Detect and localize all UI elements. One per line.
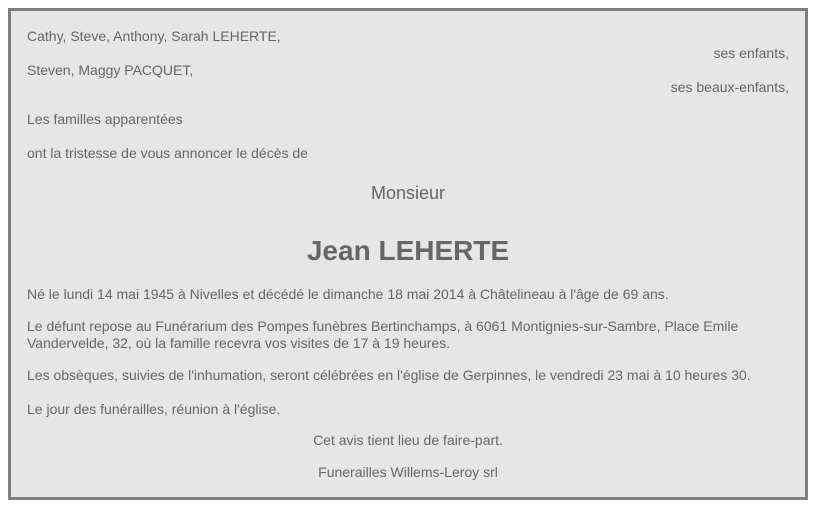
birth-death-details: Né le lundi 14 mai 1945 à Nivelles et décédé le dimanche 18 mai 2014 à Châtelineau à l'âge de 69 ans. — [27, 286, 669, 302]
faire-part-note: Cet avis tient lieu de faire-part. — [313, 432, 503, 448]
announcement-text: ont la tristesse de vous annoncer le décès de — [27, 145, 308, 161]
children-names: Cathy, Steve, Anthony, Sarah LEHERTE, — [27, 28, 281, 44]
death-notice-card — [8, 8, 808, 500]
meeting-details: Le jour des funérailles, réunion à l'église. — [27, 401, 281, 417]
inlaws-names: Steven, Maggy PACQUET, — [27, 62, 194, 78]
repose-details: Le défunt repose au Funérarium des Pompes funèbres Bertinchamps, à 6061 Montignies-sur-Sambre, Place Emile Vandervelde, 32, où la famille recevra vos visites de 17 à 19 heures. — [27, 318, 739, 351]
inlaws-role: ses beaux-enfants, — [670, 79, 789, 95]
children-role: ses enfants, — [713, 45, 789, 61]
funeral-details: Les obsèques, suivies de l'inhumation, seront célébrées en l'église de Gerpinnes, le vendredi 23 mai à 10 heures 30. — [27, 367, 751, 383]
deceased-name: Jean LEHERTE — [306, 235, 510, 266]
related-families: Les familles apparentées — [27, 111, 183, 127]
undertaker-name: Funerailles Willems-Leroy srl — [318, 464, 498, 480]
honorific-title: Monsieur — [370, 183, 446, 203]
